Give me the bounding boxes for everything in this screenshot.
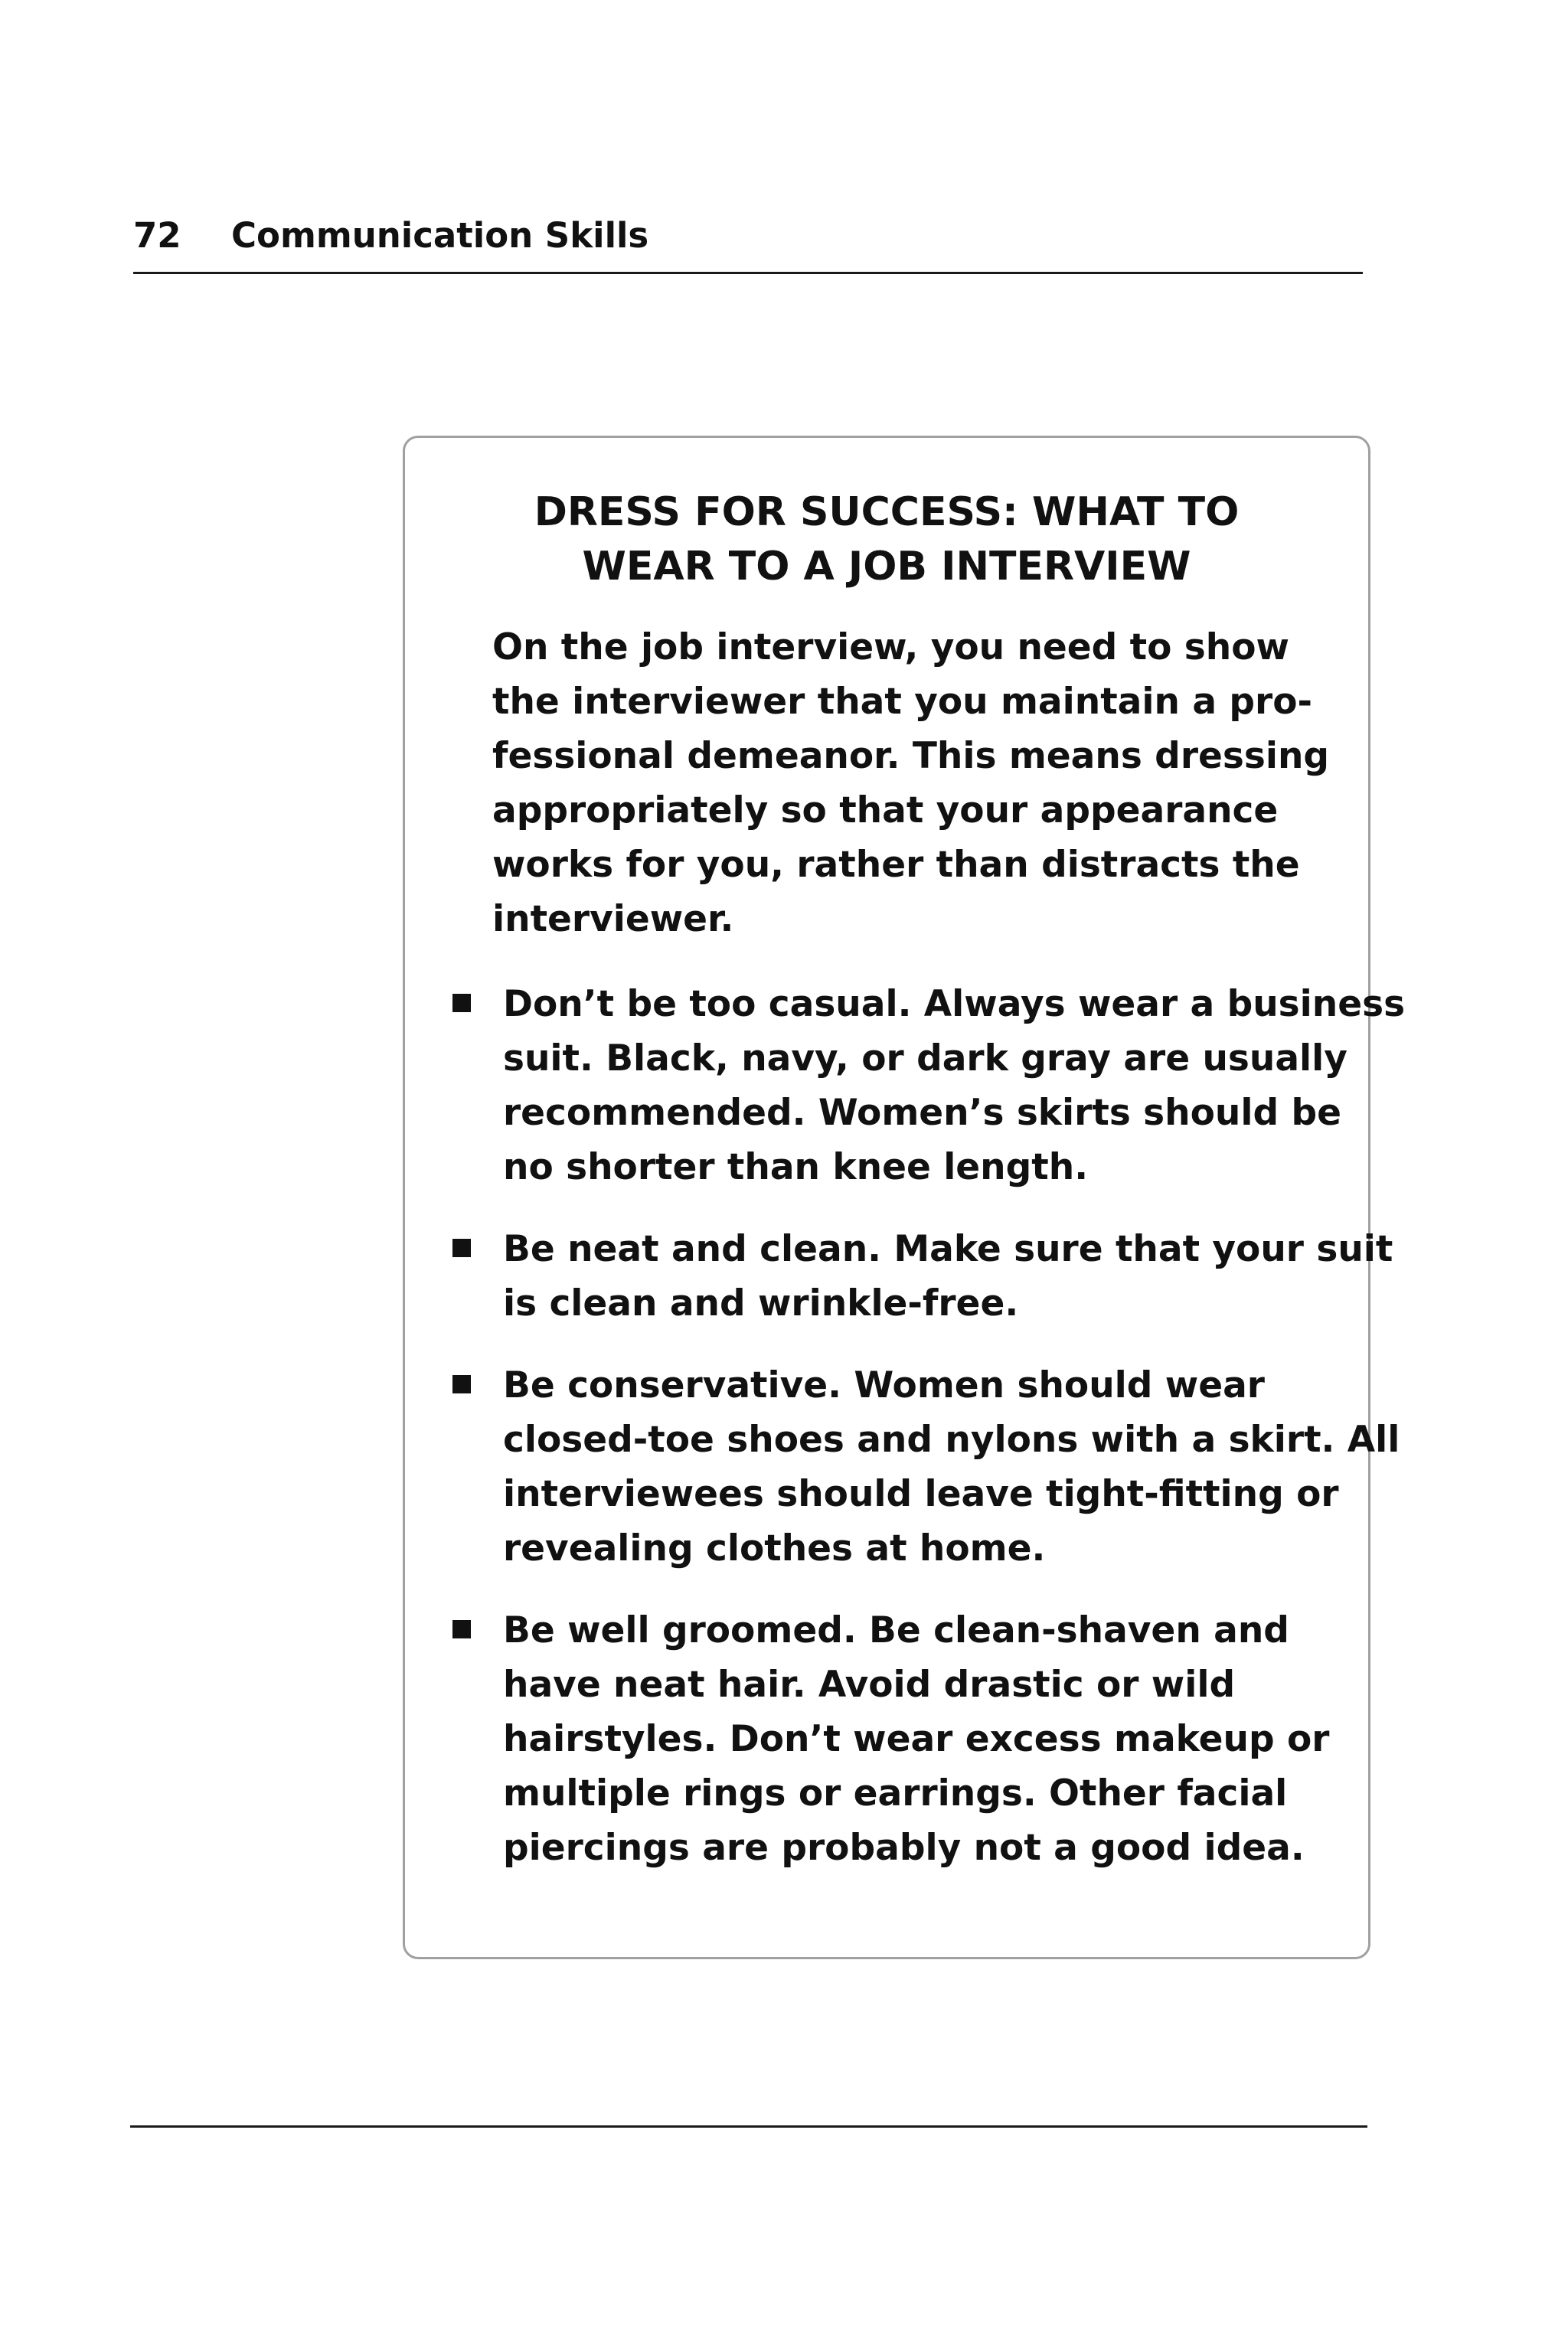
tip-line: piercings are probably not a good idea.	[503, 1827, 1305, 1869]
tip-line: interviewees should leave tight-fitting or	[503, 1473, 1339, 1515]
tip-line: Be well groomed. Be clean-shaven and	[503, 1609, 1289, 1651]
tip-line: Be neat and clean. Make sure that your suit	[503, 1228, 1393, 1270]
running-head	[133, 213, 1363, 274]
square-bullet-icon	[452, 994, 471, 1012]
sidebar-intro-paragraph	[492, 620, 1329, 946]
square-bullet-icon	[452, 1375, 471, 1393]
tip-line: have neat hair. Avoid drastic or wild	[503, 1664, 1236, 1706]
page-number: 72	[133, 215, 181, 256]
sidebar-title-line: WEAR TO A JOB INTERVIEW	[582, 544, 1191, 590]
intro-line: appropriately so that your appearance	[492, 789, 1279, 831]
tip-line: no shorter than knee length.	[503, 1146, 1089, 1188]
tip-line: hairstyles. Don’t wear excess makeup or	[503, 1718, 1330, 1760]
tips-list	[452, 977, 1406, 1903]
tip-item	[452, 1603, 1356, 1875]
intro-line: On the job interview, you need to show	[492, 626, 1289, 668]
tip-line: Don’t be too casual. Always wear a business	[503, 983, 1406, 1025]
intro-line: interviewer.	[492, 898, 734, 940]
tip-line: revealing clothes at home.	[503, 1527, 1046, 1570]
intro-line: works for you, rather than distracts the	[492, 844, 1300, 886]
square-bullet-icon	[452, 1239, 471, 1257]
tip-item	[452, 1358, 1400, 1576]
intro-line: fessional demeanor. This means dressing	[492, 735, 1330, 777]
running-title: Communication Skills	[231, 215, 649, 256]
footer-rule	[130, 2125, 1367, 2128]
tip-item	[452, 977, 1406, 1194]
tip-line: Be conservative. Women should wear	[503, 1364, 1265, 1406]
square-bullet-icon	[452, 1620, 471, 1638]
tip-line: recommended. Women’s skirts should be	[503, 1092, 1341, 1134]
sidebar-box	[403, 436, 1406, 1959]
tip-line: is clean and wrinkle-free.	[503, 1282, 1019, 1325]
tip-line: suit. Black, navy, or dark gray are usually	[503, 1037, 1348, 1080]
sidebar-title	[405, 485, 1368, 594]
intro-line: the interviewer that you maintain a pro-	[492, 681, 1313, 723]
tip-item	[452, 1222, 1393, 1331]
tip-line: multiple rings or earrings. Other facial	[503, 1772, 1288, 1815]
tip-line: closed-toe shoes and nylons with a skirt. All	[503, 1419, 1400, 1461]
sidebar-title-line: DRESS FOR SUCCESS: WHAT TO	[534, 489, 1240, 535]
